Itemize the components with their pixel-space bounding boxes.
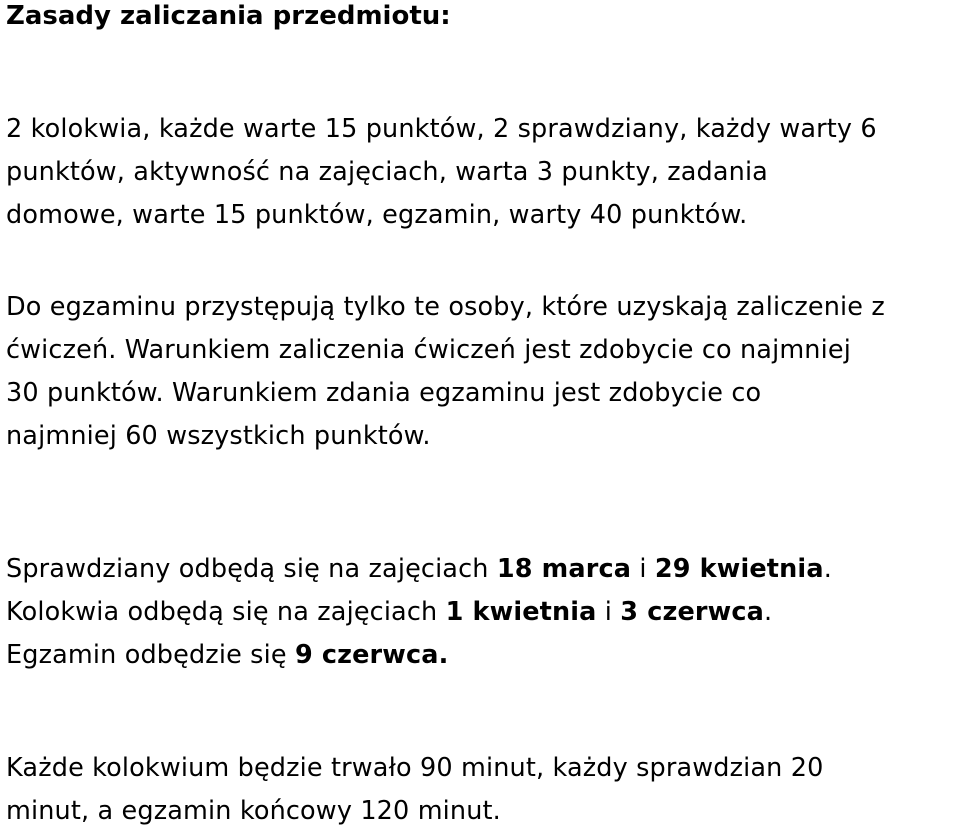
exam-date: 9 czerwca.: [294, 640, 449, 670]
colloquia-prefix: Kolokwia odbędą się na zajęciach: [6, 597, 446, 627]
colloquia-conjunction: i: [596, 597, 621, 627]
tests-date-1: 18 marca: [496, 554, 632, 584]
points-paragraph: [6, 108, 956, 237]
tests-prefix: Sprawdziany odbędą się na zajęciach: [6, 554, 497, 584]
colloquia-schedule-line: [6, 591, 956, 634]
colloquia-date-2: 3 czerwca: [620, 597, 764, 627]
requirements-line-4: najmniej 60 wszystkich punktów.: [6, 421, 431, 451]
requirements-line-3: 30 punktów. Warunkiem zdania egzaminu jest zdobycie co: [6, 378, 762, 408]
duration-line-1: Każde kolokwium będzie trwało 90 minut, każdy sprawdzian 20: [6, 753, 824, 783]
requirements-line-1: Do egzaminu przystępują tylko te osoby, które uzyskają zaliczenie z: [6, 292, 885, 322]
tests-date-2: 29 kwietnia: [654, 554, 824, 584]
exam-prefix: Egzamin odbędzie się: [6, 640, 295, 670]
colloquia-date-1: 1 kwietnia: [445, 597, 597, 627]
tests-conjunction: i: [631, 554, 655, 584]
colloquia-suffix: .: [763, 597, 773, 627]
tests-schedule-line: [6, 548, 956, 591]
schedule-paragraph: [6, 548, 956, 677]
tests-suffix: .: [823, 554, 832, 584]
page-title: Zasady zaliczania przedmiotu:: [6, 1, 451, 31]
duration-paragraph: [6, 747, 956, 833]
exam-schedule-line: [6, 634, 956, 677]
requirements-line-2: ćwiczeń. Warunkiem zaliczenia ćwiczeń jest zdobycie co najmniej: [6, 335, 851, 365]
slide: [6, 0, 956, 827]
points-line-3: domowe, warte 15 punktów, egzamin, warty 40 punktów.: [6, 200, 748, 230]
requirements-paragraph: [6, 286, 956, 458]
duration-line-2: minut, a egzamin końcowy 120 minut.: [6, 796, 501, 826]
points-line-2: punktów, aktywność na zajęciach, warta 3 punkty, zadania: [6, 157, 768, 187]
points-line-1: 2 kolokwia, każde warte 15 punktów, 2 sprawdziany, każdy warty 6: [6, 114, 877, 144]
